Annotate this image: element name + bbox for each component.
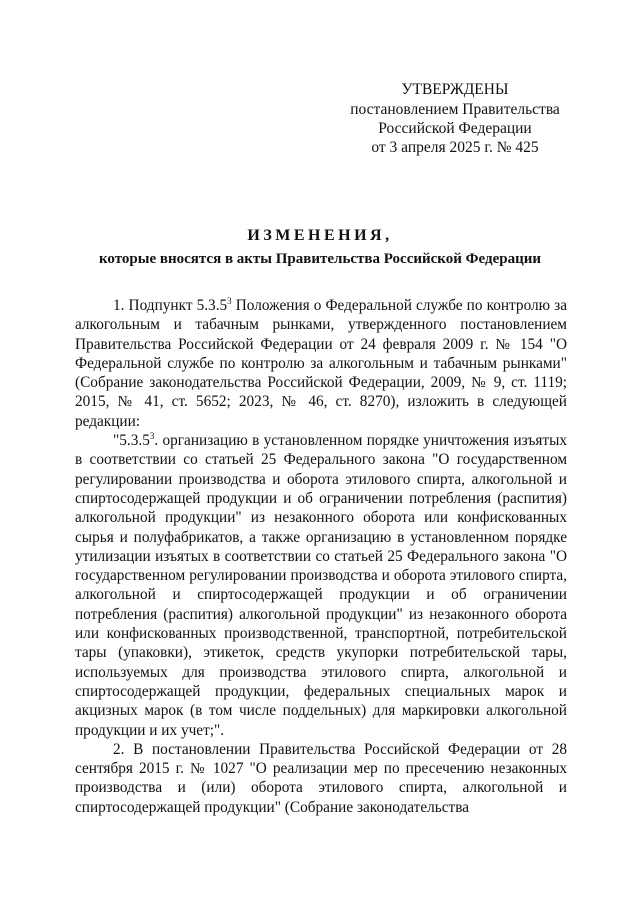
approval-heading: УТВЕРЖДЕНЫ: [401, 81, 509, 98]
paragraph-2: [75, 431, 567, 740]
paragraph-3: 2. В постановлении Правительства Российской Федерации от 28 сентября 2015 г. № 1027 "О реализации мер по пресечению незаконных производства и (или) оборота этилового спирта, алкогольной и спиртосодержащей продукции" (Собрание законодательства: [75, 740, 567, 816]
document-subtitle: которые вносятся в акты Правительства Российской Федерации: [98, 251, 542, 267]
paragraph-2-start: "5.3.5: [113, 432, 150, 450]
paragraph-2-superscript: 3: [149, 431, 155, 442]
approval-block: [330, 80, 580, 157]
document-title: ИЗМЕНЕНИЯ,: [247, 227, 393, 244]
document-body: [75, 296, 567, 817]
approval-line-3: от 3 апреля 2025 г. № 425: [371, 139, 539, 156]
paragraph-1: [75, 296, 567, 431]
paragraph-1-rest: Положения о Федеральной службе по контролю за алкогольным и табачным рынками, утвержденного постановлением Правительства Российской Федерации от 24 февраля 2009 г. № 154 "О Федеральной службе по контролю за алкогольным и табачным рынками" (Собрание законодательства Российской Федерации, 2009, № 9, ст. 1119; 2015, № 41, ст. 5652; 2023, № 46, ст. 8270), изложить в следующей редакции:: [75, 297, 567, 430]
paragraph-1-superscript: 3: [227, 296, 232, 306]
paragraph-2-rest: . организацию в установленном порядке уничтожения изъятых в соответствии со статьей 25 Федерального закона "О государственном регулировании производства и оборота этилового спирта, алкогольной и спиртосодержащей продукции и об ограничении потребления (распития) алкогольной продукции" из незаконного оборота или конфискованных сырья и полуфабрикатов, а также организацию в установленном порядке утилизации изъятых в соответствии со статьей 25 Федерального закона "О государственном регулировании производства и оборота этилового спирта, алкогольной и спиртосодержащей продукции и об ограничении потребления (распития) алкогольной продукции" из незаконного оборота или конфискованных производственной, транспортной, потребительской тары (упаковки), этикеток, средств укупорки потребительской тары, используемых для производства этилового спирта, алкогольной и спиртосодержащей продукции, федеральных специальных марок и акцизных марок (в том числе поддельных) для маркировки алкогольной продукции и их учет;".: [75, 432, 567, 739]
paragraph-1-start: 1. Подпункт 5.3.5: [113, 297, 228, 314]
approval-line-2: Российской Федерации: [378, 120, 532, 137]
approval-line-1: постановлением Правительства: [350, 101, 560, 118]
